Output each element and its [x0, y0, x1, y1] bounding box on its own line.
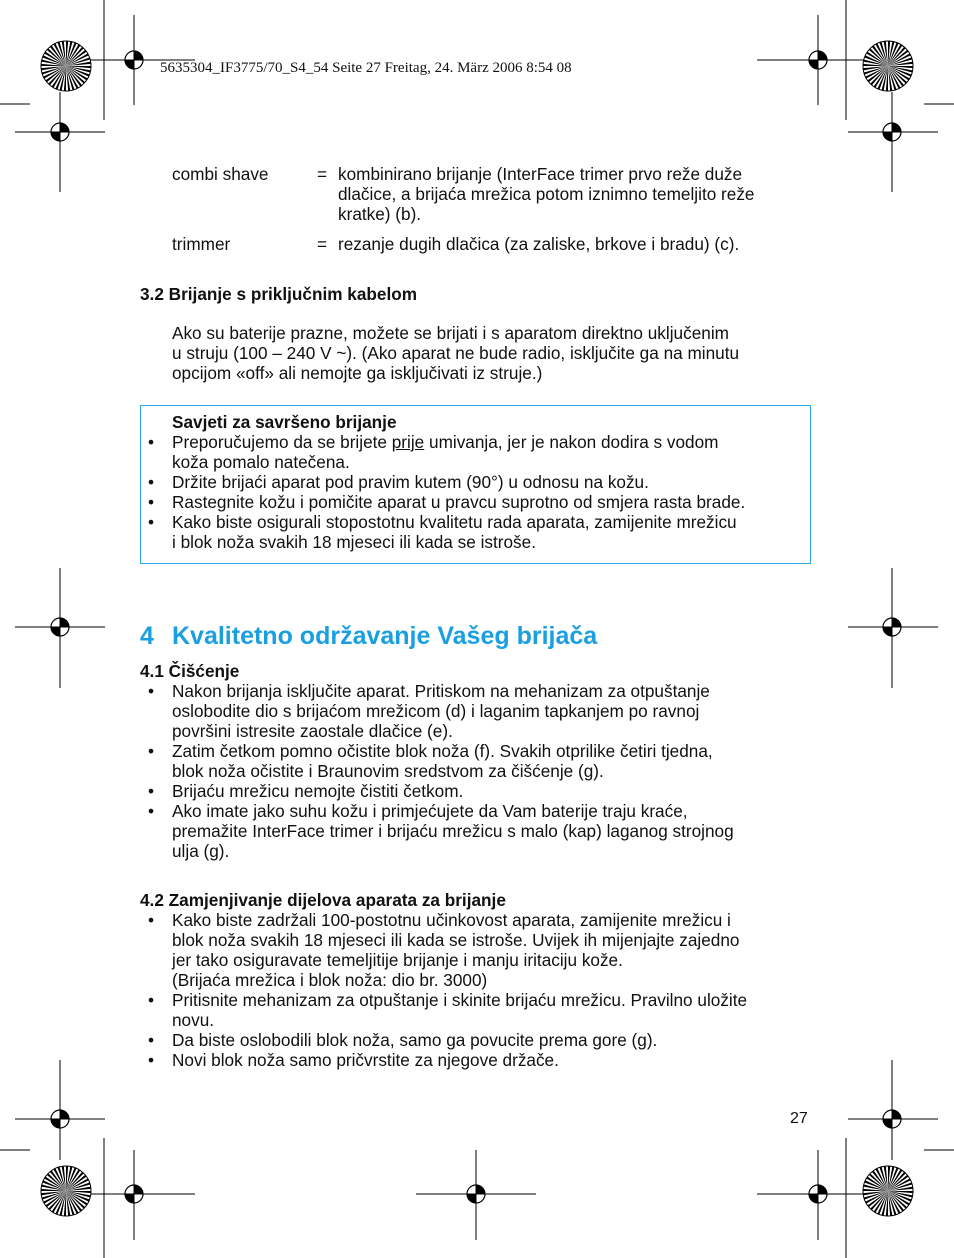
bullet: •	[148, 1030, 155, 1050]
tips-item-text	[172, 432, 812, 472]
list-line: novu.	[172, 1010, 215, 1030]
color-calibration-star-icon	[41, 1166, 91, 1216]
tips-title: Savjeti za savršeno brijanje	[172, 412, 397, 432]
definition-term: combi shave	[172, 164, 269, 184]
definition-term: trimmer	[172, 234, 231, 254]
definition-description	[338, 234, 818, 254]
chapter-heading	[140, 622, 597, 651]
list-line: Zatim četkom pomno očistite blok noža (f). Svakih otprilike četiri tjedna,	[172, 741, 713, 761]
bullet: •	[148, 681, 155, 701]
list-item-text	[172, 910, 812, 990]
registration-mark-icon	[114, 40, 154, 80]
registration-mark-icon	[798, 1174, 838, 1214]
registration-mark-icon	[40, 112, 80, 152]
list-line: Brijaću mrežicu nemojte čistiti četkom.	[172, 781, 464, 801]
list-line: (Brijaća mrežica i blok noža: dio br. 3000)	[172, 970, 488, 990]
definition-line: rezanje dugih dlačica (za zaliske, brkove i bradu) (c).	[338, 234, 740, 254]
list-line: ulja (g).	[172, 841, 230, 861]
tips-line: koža pomalo natečena.	[172, 452, 350, 472]
section-heading-4-2: 4.2 Zamjenjivanje dijelova aparata za brijanje	[140, 890, 506, 910]
definition-description	[338, 164, 818, 224]
section-3-2-paragraph	[172, 323, 812, 383]
paragraph-line: Ako su baterije prazne, možete se brijati i s aparatom direktno uključenim	[172, 323, 729, 343]
list-line: Pritisnite mehanizam za otpuštanje i skinite brijaću mrežicu. Pravilno uložite	[172, 990, 748, 1010]
registration-mark-icon	[798, 40, 838, 80]
bullet: •	[148, 512, 155, 532]
print-header: 5635304_IF3775/70_S4_54 Seite 27 Freitag, 24. März 2006 8:54 08	[160, 60, 572, 76]
registration-mark-icon	[872, 1099, 912, 1139]
color-calibration-star-icon	[41, 41, 91, 91]
bullet: •	[148, 910, 155, 930]
section-heading-4-1: 4.1 Čišćenje	[140, 661, 240, 681]
registration-mark-icon	[40, 607, 80, 647]
registration-mark-icon	[40, 1099, 80, 1139]
bullet: •	[148, 492, 155, 512]
section-heading-3-2: 3.2 Brijanje s priključnim kabelom	[140, 284, 418, 304]
registration-mark-icon	[872, 607, 912, 647]
list-line: jer tako osiguravate temeljitije brijanje i manju iritaciju kože.	[172, 950, 623, 970]
list-item-text	[172, 1030, 812, 1050]
color-calibration-star-icon	[863, 1166, 913, 1216]
tips-item-text: Držite brijaći aparat pod pravim kutem (90°) u odnosu na kožu.	[172, 472, 649, 492]
bullet: •	[148, 781, 155, 801]
list-line: Nakon brijanja isključite aparat. Pritiskom na mehanizam za otpuštanje	[172, 681, 710, 701]
tips-item-text	[172, 512, 812, 552]
list-item-text	[172, 990, 812, 1030]
bullet: •	[148, 990, 155, 1010]
definition-line: kombinirano brijanje (InterFace trimer prvo reže duže	[338, 164, 743, 184]
page-number: 27	[790, 1110, 808, 1127]
list-line: premažite InterFace trimer i brijaću mrežicu s malo (kap) laganog strojnog	[172, 821, 734, 841]
list-item-text	[172, 1050, 812, 1070]
tips-line: Kako biste osigurali stopostotnu kvalitetu rada aparata, zamijenite mrežicu	[172, 512, 737, 532]
text-span: umivanja, jer je nakon dodira s vodom	[424, 432, 719, 452]
bullet: •	[148, 472, 155, 492]
list-item-text	[172, 781, 812, 801]
bullet: •	[148, 1050, 155, 1070]
registration-mark-icon	[456, 1174, 496, 1214]
chapter-number: 4	[140, 622, 154, 650]
underlined-word: prije	[391, 432, 425, 452]
list-item-text	[172, 681, 812, 741]
color-calibration-star-icon	[863, 41, 913, 91]
definition-line: kratke) (b).	[338, 204, 422, 224]
list-item-text	[172, 741, 812, 781]
definition-combi-shave	[0, 164, 954, 224]
definition-trimmer	[0, 234, 954, 254]
tips-line: i blok noža svakih 18 mjeseci ili kada se istroše.	[172, 532, 536, 552]
list-item-text	[172, 801, 812, 861]
definition-equals: =	[317, 234, 328, 254]
definition-line: dlačice, a brijaća mrežica potom iznimno temeljito reže	[338, 184, 755, 204]
bullet: •	[148, 801, 155, 821]
bullet: •	[148, 432, 155, 452]
chapter-title: Kvalitetno održavanje Vašeg brijača	[172, 622, 598, 650]
tips-item-text: Rastegnite kožu i pomičite aparat u pravcu suprotno od smjera rasta brade.	[172, 492, 746, 512]
list-line: Kako biste zadržali 100-postotnu učinkovost aparata, zamijenite mrežicu i	[172, 910, 731, 930]
list-line: blok noža svakih 18 mjeseci ili kada se istroše. Uvijek ih mijenjajte zajedno	[172, 930, 740, 950]
list-line: površini istresite zaostale dlačice (e).	[172, 721, 453, 741]
list-line: Ako imate jako suhu kožu i primjećujete da Vam baterije traju kraće,	[172, 801, 688, 821]
list-line: Novi blok noža samo pričvrstite za njegove držače.	[172, 1050, 559, 1070]
text-span: Preporučujemo da se brijete	[172, 432, 392, 452]
list-line: blok noža očistite i Braunovim sredstvom za čišćenje (g).	[172, 761, 604, 781]
bullet: •	[148, 741, 155, 761]
paragraph-line: opcijom «off» ali nemojte ga isključivati iz struje.)	[172, 363, 543, 383]
definition-equals: =	[317, 164, 328, 184]
list-line: oslobodite dio s brijaćom mrežicom (d) i laganim tapkanjem po ravnoj	[172, 701, 700, 721]
list-line: Da biste oslobodili blok noža, samo ga povucite prema gore (g).	[172, 1030, 658, 1050]
registration-mark-icon	[114, 1174, 154, 1214]
paragraph-line: u struju (100 – 240 V ~). (Ako aparat ne bude radio, isključite ga na minutu	[172, 343, 740, 363]
registration-mark-icon	[872, 112, 912, 152]
